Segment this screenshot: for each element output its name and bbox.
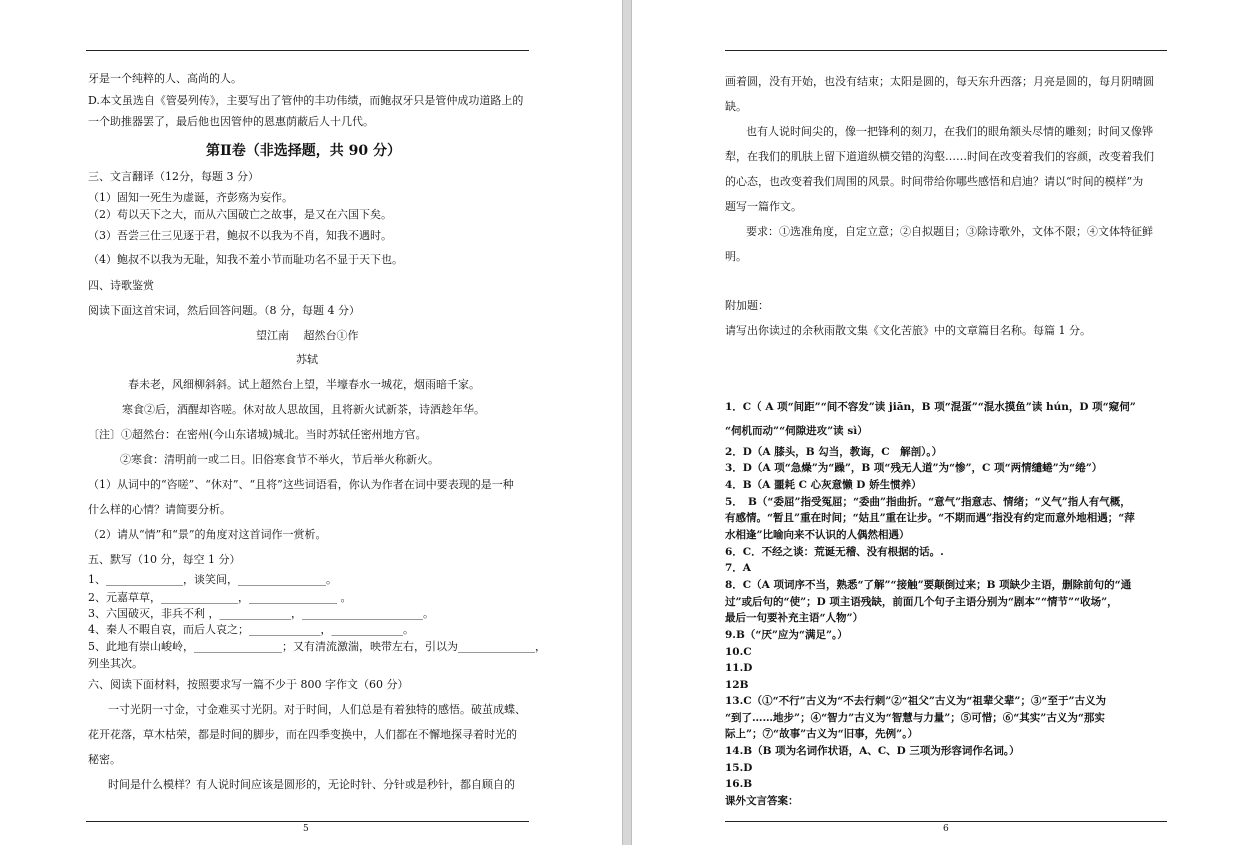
- text-line: 牙是一个纯粹的人、高尚的人。: [88, 72, 242, 85]
- answer-line: “到了……地步”；④“智力”古义为“智慧与力量”；⑤可惜；⑥“其实”古义为“那实: [725, 712, 1105, 724]
- question-line: （1）从词中的“咨嗟”、“休对”、“且将”这些词语看，你认为作者在词中要表现的是一种: [88, 478, 514, 491]
- answer-line: 1．C（ A 项“间距”“间不容发”读 jiān，B 项“混蛋”“混水摸鱼”读 hún，D 项“窥伺”: [725, 401, 1136, 413]
- text-line: （2）苟以天下之大，而从六国破亡之故事，是又在六国下矣。: [88, 208, 392, 221]
- section-title: 第Ⅱ卷（非选择题，共 90 分）: [206, 143, 402, 159]
- page-number: 5: [303, 824, 309, 834]
- text-line: 犁，在我们的肌肤上留下道道纵横交错的沟壑……时间在改变着我们的容颜，改变着我们: [725, 150, 1154, 163]
- top-rule: [725, 50, 1167, 51]
- note-line: 〔注〕①超然台：在密州(今山东诸城)城北。当时苏轼任密州地方官。: [88, 428, 427, 441]
- answer-line: 6．C．不经之谈：荒诞无稽、没有根据的话。.: [725, 546, 944, 558]
- text-line: 要求：①选准角度，自定立意；②自拟题目；③除诗歌外，文体不限；④文体特征鲜: [746, 225, 1153, 238]
- text-line: 画着圆，没有开始，也没有结束；太阳是圆的，每天东升西落；月亮是圆的，每月阴晴圆: [725, 75, 1154, 88]
- section-heading: 三、文言翻译（12分，每题 3 分）: [88, 170, 259, 183]
- bottom-rule: [86, 821, 529, 822]
- text-line: 请写出你读过的余秋雨散文集《文化苦旅》中的文章篇目名称。每篇 1 分。: [725, 324, 1091, 337]
- bottom-rule: [725, 821, 1167, 822]
- note-line: ②寒食：清明前一或二日。旧俗寒食节不举火，节后举火称新火。: [120, 453, 439, 466]
- text-line: （1）固知一死生为虚诞，齐彭殇为妄作。: [88, 191, 293, 204]
- section-heading: 四、诗歌鉴赏: [88, 279, 154, 292]
- text-line: 秘密。: [88, 753, 121, 766]
- text-line: 题写一篇作文。: [725, 200, 802, 213]
- answer-line: 4．B（A 噩耗 C 心灰意懒 D 娇生惯养）: [725, 479, 922, 491]
- answer-line: 课外文言答案：: [725, 795, 799, 807]
- left-page: [0, 0, 622, 845]
- answer-line: 8．C（A 项词序不当，熟悉“了解”“接触”要颠倒过来；B 项缺少主语，删除前句的“通: [725, 579, 1132, 591]
- question-line: 什么样的心情？请简要分析。: [88, 503, 231, 516]
- text-line: 明。: [725, 250, 747, 263]
- fill-blank-line: 2、元嘉草草，______________，________________ 。: [88, 591, 352, 604]
- answer-line: 际上”；⑦“故事”古义为“旧事，先例”。）: [725, 728, 918, 740]
- section-heading: 五、默写（10 分，每空 1 分）: [88, 553, 241, 566]
- answer-line: 2．D（A 膝头，B 勾当，教诲，C 解剖）。）: [725, 446, 943, 458]
- page-gutter: [622, 0, 632, 845]
- poem-author: 苏轼: [296, 353, 318, 366]
- question-line: （2）请从“情”和“景”的角度对这首词作一赏析。: [88, 528, 327, 541]
- fill-blank-line: 3、六国破灭，非兵不利 ，_____________，______________________。: [88, 607, 434, 620]
- fill-blank-line: 4、秦人不暇自哀，而后人哀之；_____________，_____________。: [88, 623, 414, 636]
- fill-blank-line: 列坐其次。: [88, 657, 143, 670]
- poem-line: 春未老，风细柳斜斜。试上超然台上望，半壕春水一城花，烟雨暗千家。: [128, 378, 480, 391]
- answer-line: 最后一句要补充主语“人物”）: [725, 612, 864, 624]
- right-page: [632, 0, 1259, 845]
- answer-line: 11.D: [725, 662, 753, 674]
- text-line: 一个助推器罢了，最后他也因管仲的恩惠荫蔽后人十几代。: [88, 115, 374, 128]
- fill-blank-line: 5、此地有崇山峻岭，________________；又有清流激湍，映带左右，引以为______________，: [88, 640, 546, 653]
- answer-line: 5． B（“委屈”指受冤屈；“委曲”指曲折。“意气”指意志、情绪；“义气”指人有气概，: [725, 496, 1131, 508]
- text-line: 也有人说时间尖的，像一把锋利的刻刀，在我们的眼角额头尽情的雕刻；时间又像铧: [746, 125, 1153, 138]
- top-rule: [86, 50, 529, 51]
- fill-blank-line: 1、______________，谈笑间，________________。: [88, 573, 337, 586]
- text-line: 阅读下面这首宋词，然后回答问题。（8 分，每题 4 分）: [88, 304, 360, 317]
- answer-line: 有感情。“暂且”重在时间；“姑且”重在让步。“不期而遇”指没有约定而意外地相遇；“萍: [725, 512, 1135, 524]
- answer-line: 14.B（B 项为名词作状语，A、C、D 三项为形容词作名词。）: [725, 745, 1020, 757]
- text-line: （3）吾尝三仕三见逐于君，鲍叔不以我为不肖，知我不遇时。: [88, 229, 392, 242]
- text-line: 一寸光阴一寸金，寸金难买寸光阴。对于时间，人们总是有着独特的感悟。破茧成蝶、: [108, 703, 526, 716]
- answer-line: 16.B: [725, 778, 753, 790]
- answer-line: 3．D（A 项“急燥”为“躁”，B 项“残无人道”为“惨”，C 项“两情缱蜷”为“绻”）: [725, 462, 1103, 474]
- answer-line: 9.B（“厌”应为“满足”。）: [725, 629, 848, 641]
- text-line: 的心态，也改变着我们周围的风景。时间带给你哪些感悟和启迪？请以“时间的模样”为: [725, 175, 1144, 188]
- answer-line: 10.C: [725, 646, 752, 658]
- answer-line: 15.D: [725, 762, 753, 774]
- answer-line: 12B: [725, 679, 749, 691]
- text-line: D.本文虽选自《管晏列传》，主要写出了管仲的丰功伟绩，而鲍叔牙只是管仲成功道路上的: [88, 94, 524, 107]
- text-line: （4）鲍叔不以我为无耻，知我不羞小节而耻功名不显于天下也。: [88, 253, 403, 266]
- answer-line: 7．A: [725, 562, 751, 574]
- text-line: 附加题：: [725, 299, 769, 312]
- text-line: 花开花落，草木枯荣，都是时间的脚步，而在四季变换中，人们都在不懈地探寻着时光的: [88, 728, 517, 741]
- page-number: 6: [943, 824, 949, 834]
- answer-line: 水相逢”比喻向来不认识的人偶然相遇）: [725, 529, 910, 541]
- poem-title: 望江南 超然台①作: [256, 329, 359, 342]
- poem-line: 寒食②后，酒醒却咨嗟。休对故人思故国，且将新火试新茶，诗酒趁年华。: [122, 403, 485, 416]
- text-line: 时间是什么模样？有人说时间应该是圆形的，无论时针、分针或是秒针，都自顾自的: [108, 778, 515, 791]
- answer-line: “伺机而动”“伺隙进攻”读 sì）: [725, 425, 868, 437]
- answer-line: 过”或后句的“使”；D 项主语残缺，前面几个句子主语分别为“剧本”“情节”“收场”，: [725, 596, 1118, 608]
- section-heading: 六、阅读下面材料，按照要求写一篇不少于 800 字作文（60 分）: [88, 678, 409, 691]
- text-line: 缺。: [725, 100, 747, 113]
- answer-line: 13.C（①“不行”古义为“不去行刺”②“祖父”古义为“祖辈父辈”；③“至于”古义为: [725, 695, 1107, 707]
